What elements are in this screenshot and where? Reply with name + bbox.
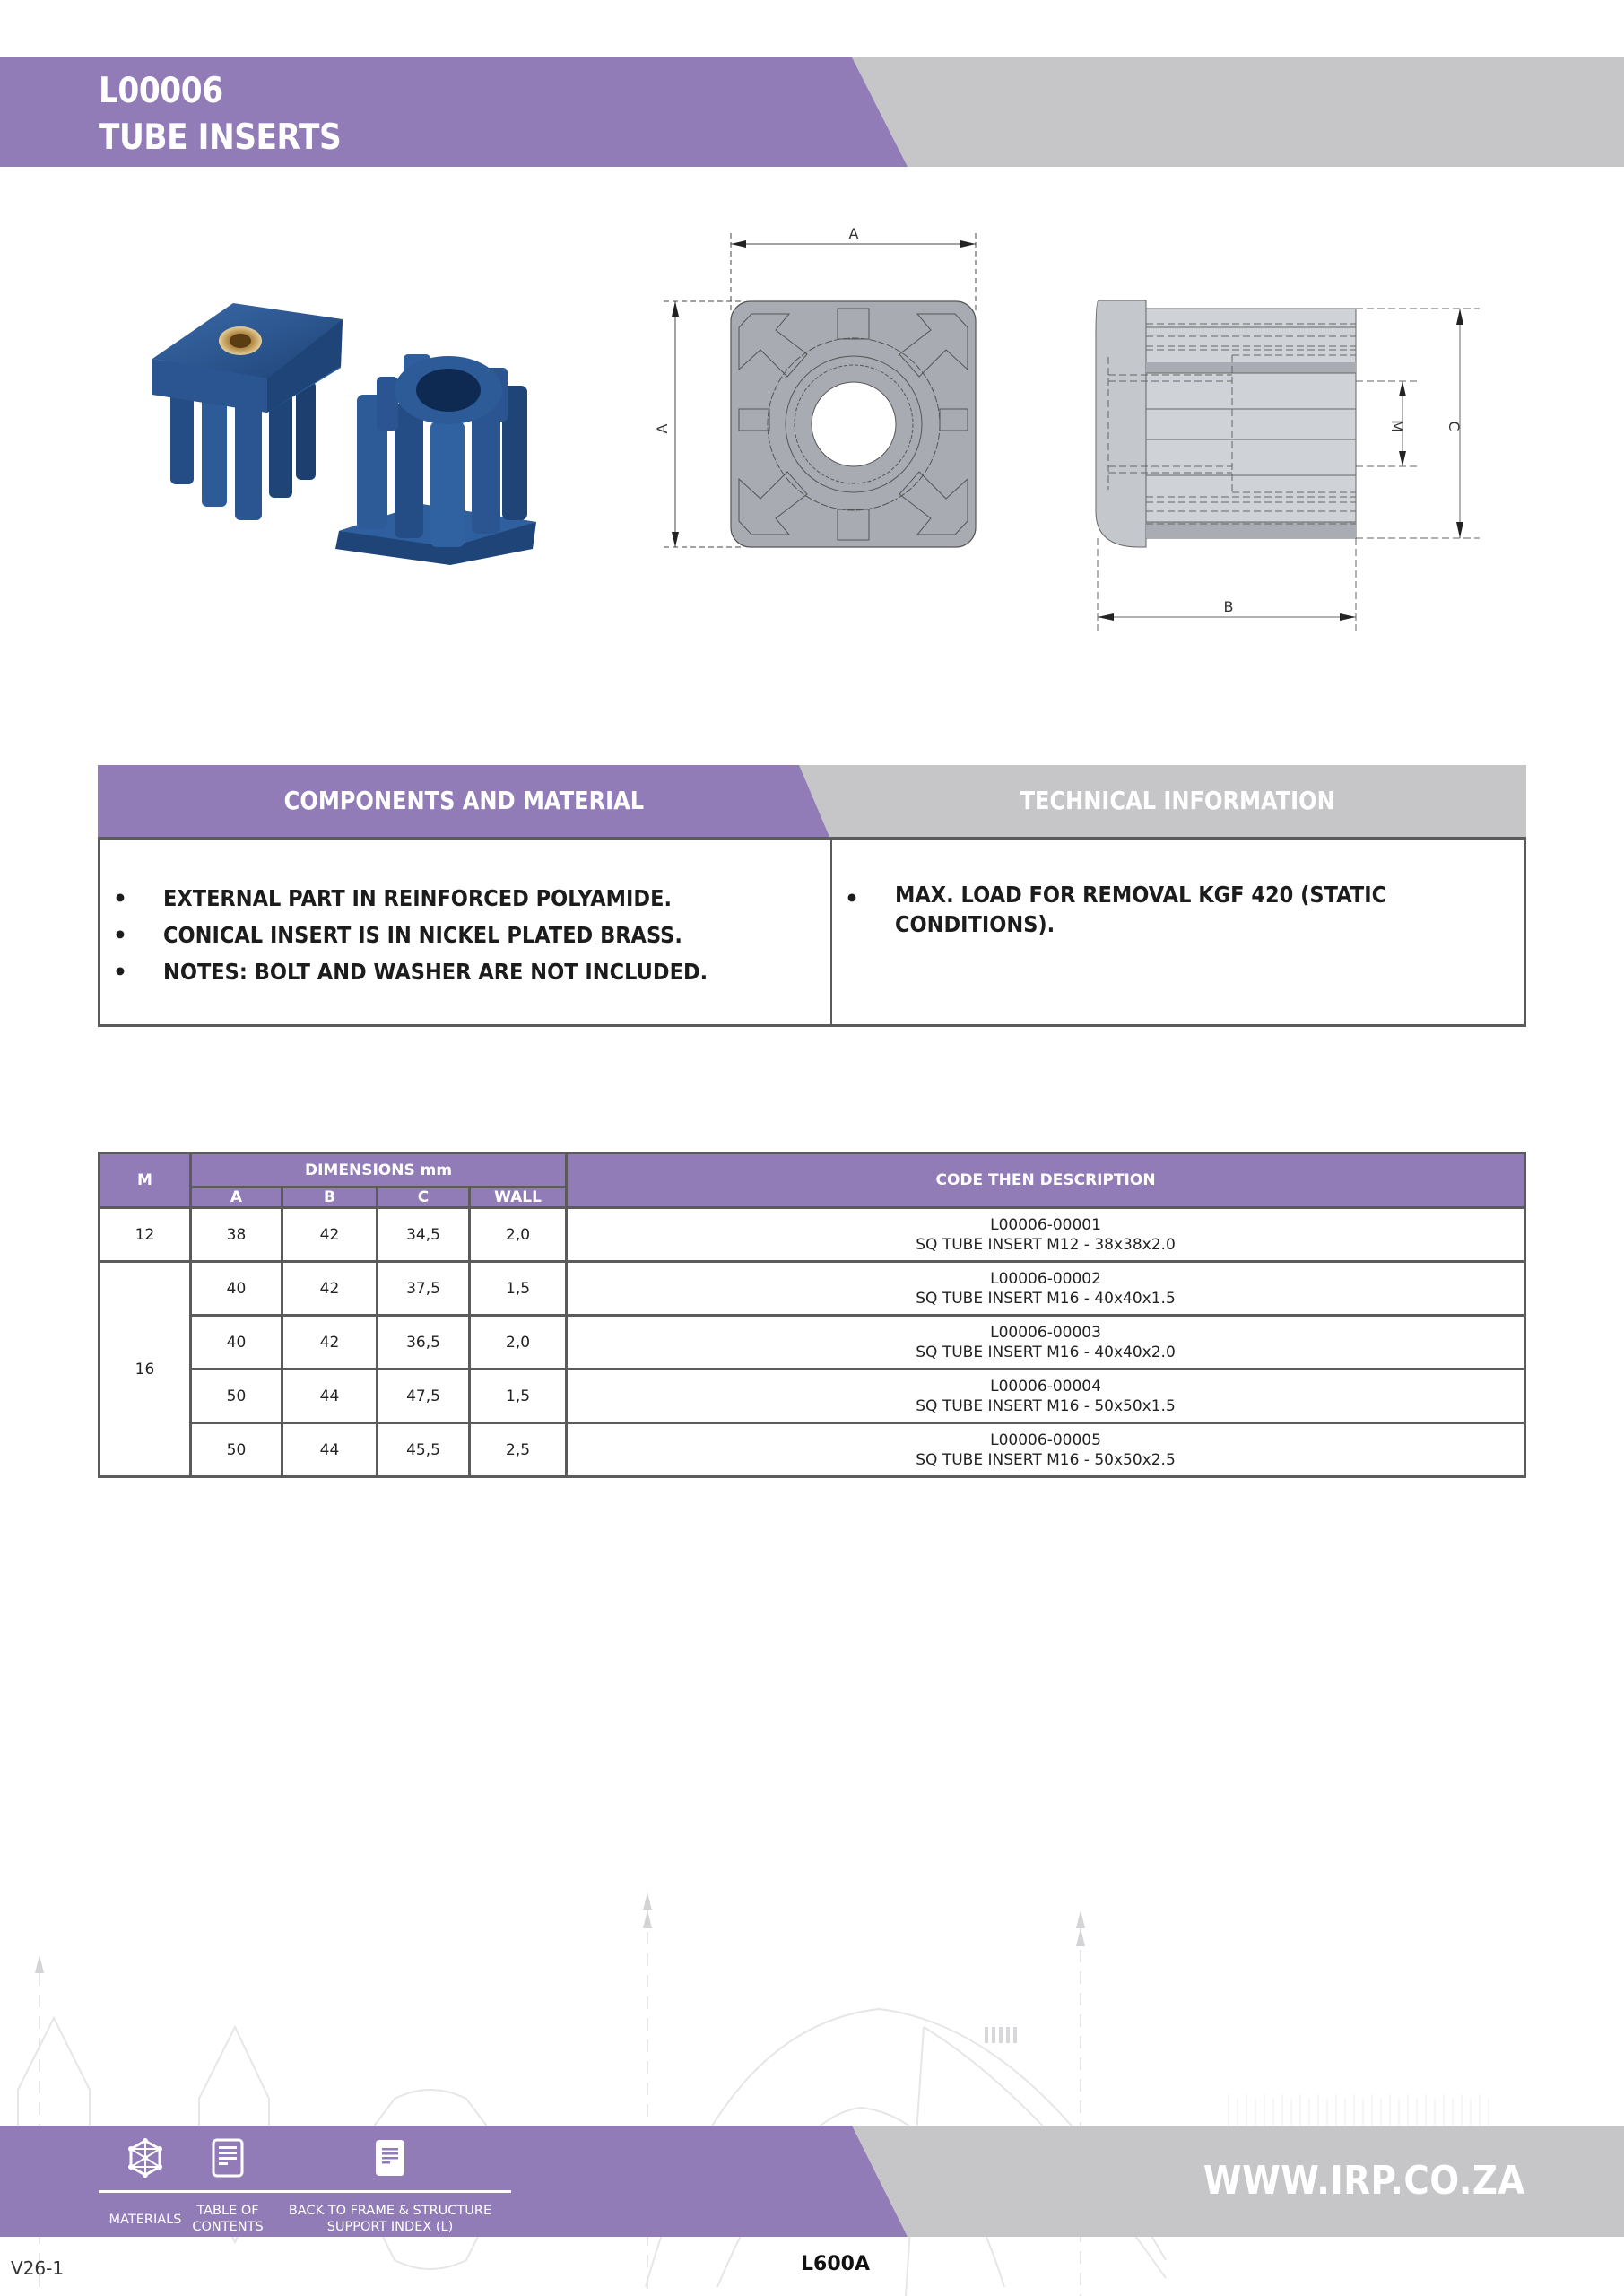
cell-c: 34,5 <box>378 1208 470 1262</box>
dim-label-m: M <box>1388 420 1405 432</box>
product-description: SQ TUBE INSERT M16 - 50x50x2.5 <box>916 1450 1176 1469</box>
info-panel-header <box>98 765 1526 837</box>
product-code: L00006-00001 <box>990 1215 1101 1234</box>
cell-m: 12 <box>100 1208 191 1262</box>
component-text: EXTERNAL PART IN REINFORCED POLYAMIDE. <box>163 885 673 911</box>
cell-a: 40 <box>191 1262 282 1316</box>
nav-back-label-line1: BACK TO FRAME & STRUCTURE <box>288 2204 492 2218</box>
table-row <box>100 1316 1525 1370</box>
cell-b: 42 <box>282 1208 378 1262</box>
product-description: SQ TUBE INSERT M16 - 40x40x1.5 <box>916 1289 1176 1308</box>
nav-materials-link[interactable] <box>99 2126 192 2237</box>
technical-heading <box>829 765 1526 837</box>
cell-wall: 1,5 <box>470 1262 567 1316</box>
table-row <box>100 1423 1525 1477</box>
insert-left <box>152 303 343 520</box>
bullet-icon: • <box>113 922 127 948</box>
insert-right <box>335 354 536 565</box>
cell-c: 45,5 <box>378 1423 470 1477</box>
cell-code-description <box>567 1316 1525 1370</box>
page-code: L600A <box>801 2253 870 2275</box>
nav-toc-label-line2: CONTENTS <box>192 2220 264 2234</box>
cell-c: 36,5 <box>378 1316 470 1370</box>
nav-back-label <box>278 2203 502 2235</box>
info-panel-body <box>98 837 1526 1027</box>
footer-nav <box>99 2126 511 2237</box>
dim-label-a-side: A <box>654 423 671 434</box>
cell-c: 47,5 <box>378 1370 470 1423</box>
col-header-code: CODE THEN DESCRIPTION <box>567 1153 1525 1208</box>
technical-list <box>832 840 1524 1024</box>
bullet-icon: • <box>113 959 127 985</box>
dim-label-a-top: A <box>848 225 859 242</box>
nav-materials-label: MATERIALS <box>109 2213 182 2227</box>
website-url-text: WWW.IRP.CO.ZA <box>1203 2158 1525 2204</box>
front-view-drawing <box>646 215 995 565</box>
dim-label-b: B <box>1223 598 1234 615</box>
product-code: L00006 <box>99 71 223 111</box>
list-item <box>113 880 830 917</box>
col-header-dimensions: DIMENSIONS mm <box>191 1153 567 1187</box>
components-heading-text: COMPONENTS AND MATERIAL <box>283 786 644 815</box>
cell-b: 42 <box>282 1316 378 1370</box>
footer-banner <box>0 2126 1624 2237</box>
cell-a: 40 <box>191 1316 282 1370</box>
nav-table-of-contents-link[interactable] <box>192 2126 264 2237</box>
table-header-row <box>100 1153 1525 1187</box>
cell-wall: 1,5 <box>470 1370 567 1423</box>
col-header-m: M <box>100 1153 191 1208</box>
cell-code-description <box>567 1423 1525 1477</box>
table-row <box>100 1262 1525 1316</box>
cell-a: 38 <box>191 1208 282 1262</box>
cell-code-description <box>567 1262 1525 1316</box>
cell-b: 44 <box>282 1423 378 1477</box>
product-description: SQ TUBE INSERT M16 - 50x50x1.5 <box>916 1396 1176 1415</box>
materials-cube-icon <box>127 2138 163 2178</box>
components-list <box>100 840 832 1024</box>
product-code: L00006-00004 <box>990 1377 1101 1396</box>
cell-wall: 2,0 <box>470 1316 567 1370</box>
product-description: SQ TUBE INSERT M16 - 40x40x2.0 <box>916 1343 1176 1361</box>
cell-a: 50 <box>191 1423 282 1477</box>
page-title <box>99 68 374 161</box>
cell-c: 37,5 <box>378 1262 470 1316</box>
dim-label-c: C <box>1446 421 1463 431</box>
product-description: SQ TUBE INSERT M12 - 38x38x2.0 <box>916 1235 1176 1254</box>
col-header-c: C <box>378 1187 470 1208</box>
component-text: NOTES: BOLT AND WASHER ARE NOT INCLUDED. <box>163 959 708 985</box>
document-outline-icon <box>210 2138 246 2178</box>
table-row <box>100 1208 1525 1262</box>
product-code: L00006-00005 <box>990 1431 1101 1449</box>
nav-back-to-index-link[interactable] <box>278 2126 502 2237</box>
list-item <box>113 917 830 953</box>
components-heading <box>98 765 829 837</box>
product-name: TUBE INSERTS <box>99 117 342 158</box>
cell-b: 44 <box>282 1370 378 1423</box>
side-view-drawing <box>1076 287 1498 637</box>
front-view-hole <box>812 382 896 466</box>
header-banner <box>0 57 1624 167</box>
bullet-icon: • <box>845 885 859 911</box>
table-row <box>100 1370 1525 1423</box>
info-panel <box>98 765 1526 1027</box>
document-filled-icon <box>372 2138 408 2178</box>
product-photo <box>135 296 547 565</box>
list-item <box>113 953 830 990</box>
bullet-icon: • <box>113 885 127 911</box>
list-item <box>845 880 1524 939</box>
cell-b: 42 <box>282 1262 378 1316</box>
product-code: L00006-00003 <box>990 1323 1101 1342</box>
spec-table <box>98 1152 1526 1478</box>
col-header-a: A <box>191 1187 282 1208</box>
col-header-b: B <box>282 1187 378 1208</box>
cell-code-description <box>567 1208 1525 1262</box>
component-text: CONICAL INSERT IS IN NICKEL PLATED BRASS. <box>163 922 682 948</box>
cell-wall: 2,0 <box>470 1208 567 1262</box>
cell-a: 50 <box>191 1370 282 1423</box>
technical-text: MAX. LOAD FOR REMOVAL KGF 420 (STATIC CONDITIONS). <box>895 882 1387 937</box>
technical-heading-text: TECHNICAL INFORMATION <box>1020 786 1336 815</box>
product-code: L00006-00002 <box>990 1269 1101 1288</box>
col-header-wall: WALL <box>470 1187 567 1208</box>
cell-m: 16 <box>100 1262 191 1477</box>
version-label: V26-1 <box>11 2257 65 2279</box>
nav-back-label-line2: SUPPORT INDEX (L) <box>326 2220 454 2234</box>
cell-wall: 2,5 <box>470 1423 567 1477</box>
cell-code-description <box>567 1370 1525 1423</box>
nav-toc-label-line1: TABLE OF <box>196 2204 259 2218</box>
website-link[interactable] <box>1159 2126 1525 2237</box>
nav-toc-label <box>192 2203 264 2235</box>
